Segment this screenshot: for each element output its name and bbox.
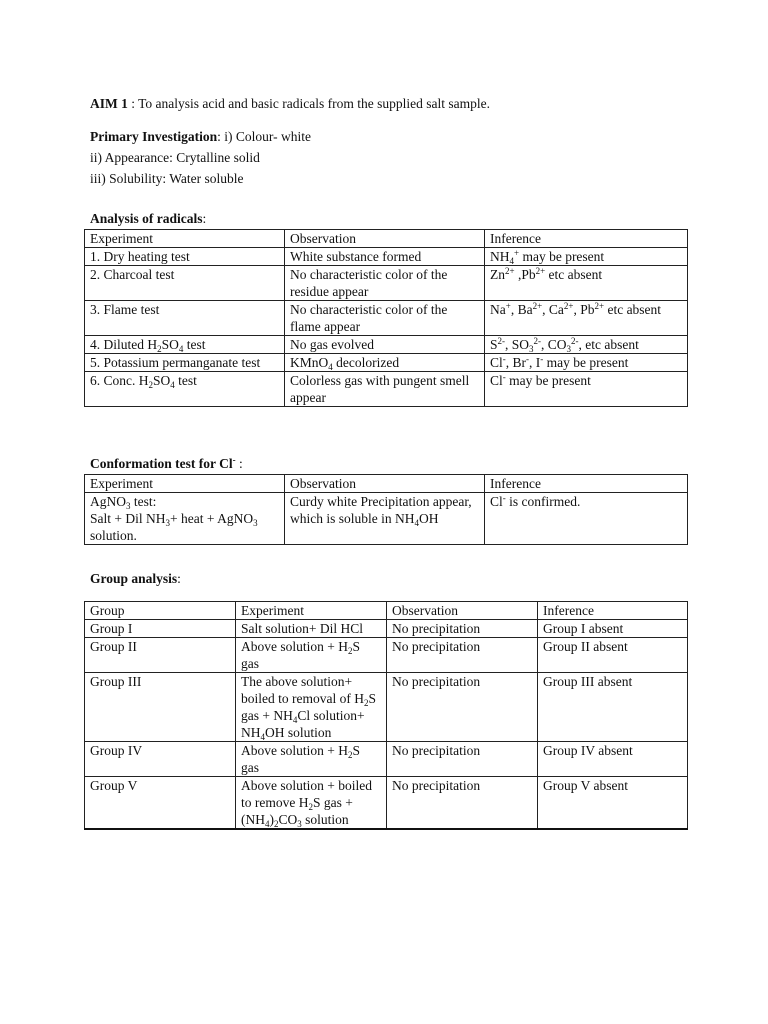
group-row bbox=[85, 742, 688, 777]
group-cell: Group I bbox=[85, 620, 236, 638]
radicals-table bbox=[84, 229, 688, 407]
radicals-cell: 2. Charcoal test bbox=[85, 266, 285, 301]
aim-label: AIM 1 bbox=[90, 96, 128, 111]
analysis-colon: : bbox=[202, 211, 207, 226]
radicals-cell: 4. Diluted $H_2SO_4$ test bbox=[85, 336, 285, 354]
group-cell: No precipitation bbox=[387, 638, 538, 673]
group-row bbox=[85, 620, 688, 638]
group-cell: No precipitation bbox=[387, 620, 538, 638]
radicals-header-row bbox=[85, 230, 688, 248]
radicals-header-cell: Observation bbox=[285, 230, 485, 248]
group-cell: Group V bbox=[85, 777, 236, 830]
group-header-cell: Group bbox=[85, 602, 236, 620]
radicals-cell: No gas evolved bbox=[285, 336, 485, 354]
radicals-cell: $S^{2-}$, $SO_3^{2-}$, $CO_3^{2-}$, etc absent bbox=[485, 336, 688, 354]
radicals-cell: 5. Potassium permanganate test bbox=[85, 354, 285, 372]
radicals-header-cell: Experiment bbox=[85, 230, 285, 248]
confirmation-colon: : bbox=[235, 456, 243, 471]
radicals-cell: 3. Flame test bbox=[85, 301, 285, 336]
primary-line-2: ii) Appearance: Crytalline solid bbox=[90, 150, 260, 165]
radicals-row bbox=[85, 266, 688, 301]
group-header-cell: Observation bbox=[387, 602, 538, 620]
radicals-row bbox=[85, 336, 688, 354]
group-cell: Salt solution+ Dil HCl bbox=[236, 620, 387, 638]
primary-colour: : i) Colour- white bbox=[217, 129, 311, 144]
group-label: Group analysis bbox=[90, 571, 178, 586]
radicals-row bbox=[85, 248, 688, 266]
confirmation-table bbox=[84, 474, 688, 545]
group-cell: Group II bbox=[85, 638, 236, 673]
aim-line bbox=[90, 95, 490, 112]
group-header-cell: Inference bbox=[538, 602, 688, 620]
group-cell: The above solution+ boiled to removal of $H_2S$ gas + $NH_4Cl$ solution+ $NH_4OH$ solution bbox=[236, 673, 387, 742]
group-cell: Above solution + $H_2S$ gas bbox=[236, 742, 387, 777]
group-cell: Group III absent bbox=[538, 673, 688, 742]
confirmation-cell: Cl- is confirmed. bbox=[485, 493, 688, 545]
aim-text: : To analysis acid and basic radicals from the supplied salt sample. bbox=[127, 96, 490, 111]
group-row bbox=[85, 777, 688, 830]
group-cell: Above solution + $H_2S$ gas bbox=[236, 638, 387, 673]
primary-line-1 bbox=[90, 128, 311, 145]
group-row bbox=[85, 673, 688, 742]
primary-line-3: iii) Solubility: Water soluble bbox=[90, 171, 244, 186]
confirmation-row bbox=[85, 493, 688, 545]
group-cell: Group II absent bbox=[538, 638, 688, 673]
confirmation-header-cell: Experiment bbox=[85, 475, 285, 493]
confirmation-header-cell: Inference bbox=[485, 475, 688, 493]
radicals-row bbox=[85, 354, 688, 372]
group-cell: Group IV absent bbox=[538, 742, 688, 777]
radicals-cell: Na+, $Ba^{2+}$, $Ca^{2+}$, $Pb^{2+}$ etc absent bbox=[485, 301, 688, 336]
group-heading bbox=[90, 570, 181, 587]
radicals-cell: 6. Conc. $H_2SO_4$ test bbox=[85, 372, 285, 407]
group-cell: Group V absent bbox=[538, 777, 688, 830]
group-cell: No precipitation bbox=[387, 742, 538, 777]
group-analysis-table bbox=[84, 601, 688, 830]
group-cell: Above solution + boiled to remove $H_2S$ gas + $(NH_4)_2CO_3$ solution bbox=[236, 777, 387, 830]
radicals-cell: Cl-, Br-, I- may be present bbox=[485, 354, 688, 372]
radicals-cell: $NH_4^+$ may be present bbox=[485, 248, 688, 266]
group-cell: Group III bbox=[85, 673, 236, 742]
confirmation-header-cell: Observation bbox=[285, 475, 485, 493]
radicals-header-cell: Inference bbox=[485, 230, 688, 248]
radicals-cell: Cl- may be present bbox=[485, 372, 688, 407]
group-cell: Group I absent bbox=[538, 620, 688, 638]
confirmation-cell: Curdy white Precipitation appear, which is soluble in $NH_4OH$ bbox=[285, 493, 485, 545]
confirmation-label: Conformation test for Cl- bbox=[90, 455, 236, 471]
primary-label: Primary Investigation bbox=[90, 129, 218, 144]
radicals-cell: Colorless gas with pungent smell appear bbox=[285, 372, 485, 407]
group-cell: No precipitation bbox=[387, 673, 538, 742]
radicals-cell: No characteristic color of the residue appear bbox=[285, 266, 485, 301]
group-cell: Group IV bbox=[85, 742, 236, 777]
confirmation-heading bbox=[90, 455, 243, 472]
radicals-cell: No characteristic color of the flame appear bbox=[285, 301, 485, 336]
confirmation-cell: AgNO$_3$ test: Salt + Dil $NH_3+$ heat + AgNO$_3$ solution. bbox=[85, 493, 285, 545]
radicals-cell: 1. Dry heating test bbox=[85, 248, 285, 266]
group-cell: No precipitation bbox=[387, 777, 538, 830]
group-row bbox=[85, 638, 688, 673]
group-header-row bbox=[85, 602, 688, 620]
group-header-cell: Experiment bbox=[236, 602, 387, 620]
group-colon: : bbox=[177, 571, 181, 586]
analysis-label: Analysis of radicals bbox=[90, 211, 203, 226]
radicals-cell: KMnO$_4$ decolorized bbox=[285, 354, 485, 372]
radicals-cell: White substance formed bbox=[285, 248, 485, 266]
radicals-row bbox=[85, 301, 688, 336]
analysis-heading bbox=[90, 210, 206, 227]
confirmation-header-row bbox=[85, 475, 688, 493]
radicals-cell: $Zn^{2+}$ $,Pb^{2+}$ etc absent bbox=[485, 266, 688, 301]
radicals-row bbox=[85, 372, 688, 407]
